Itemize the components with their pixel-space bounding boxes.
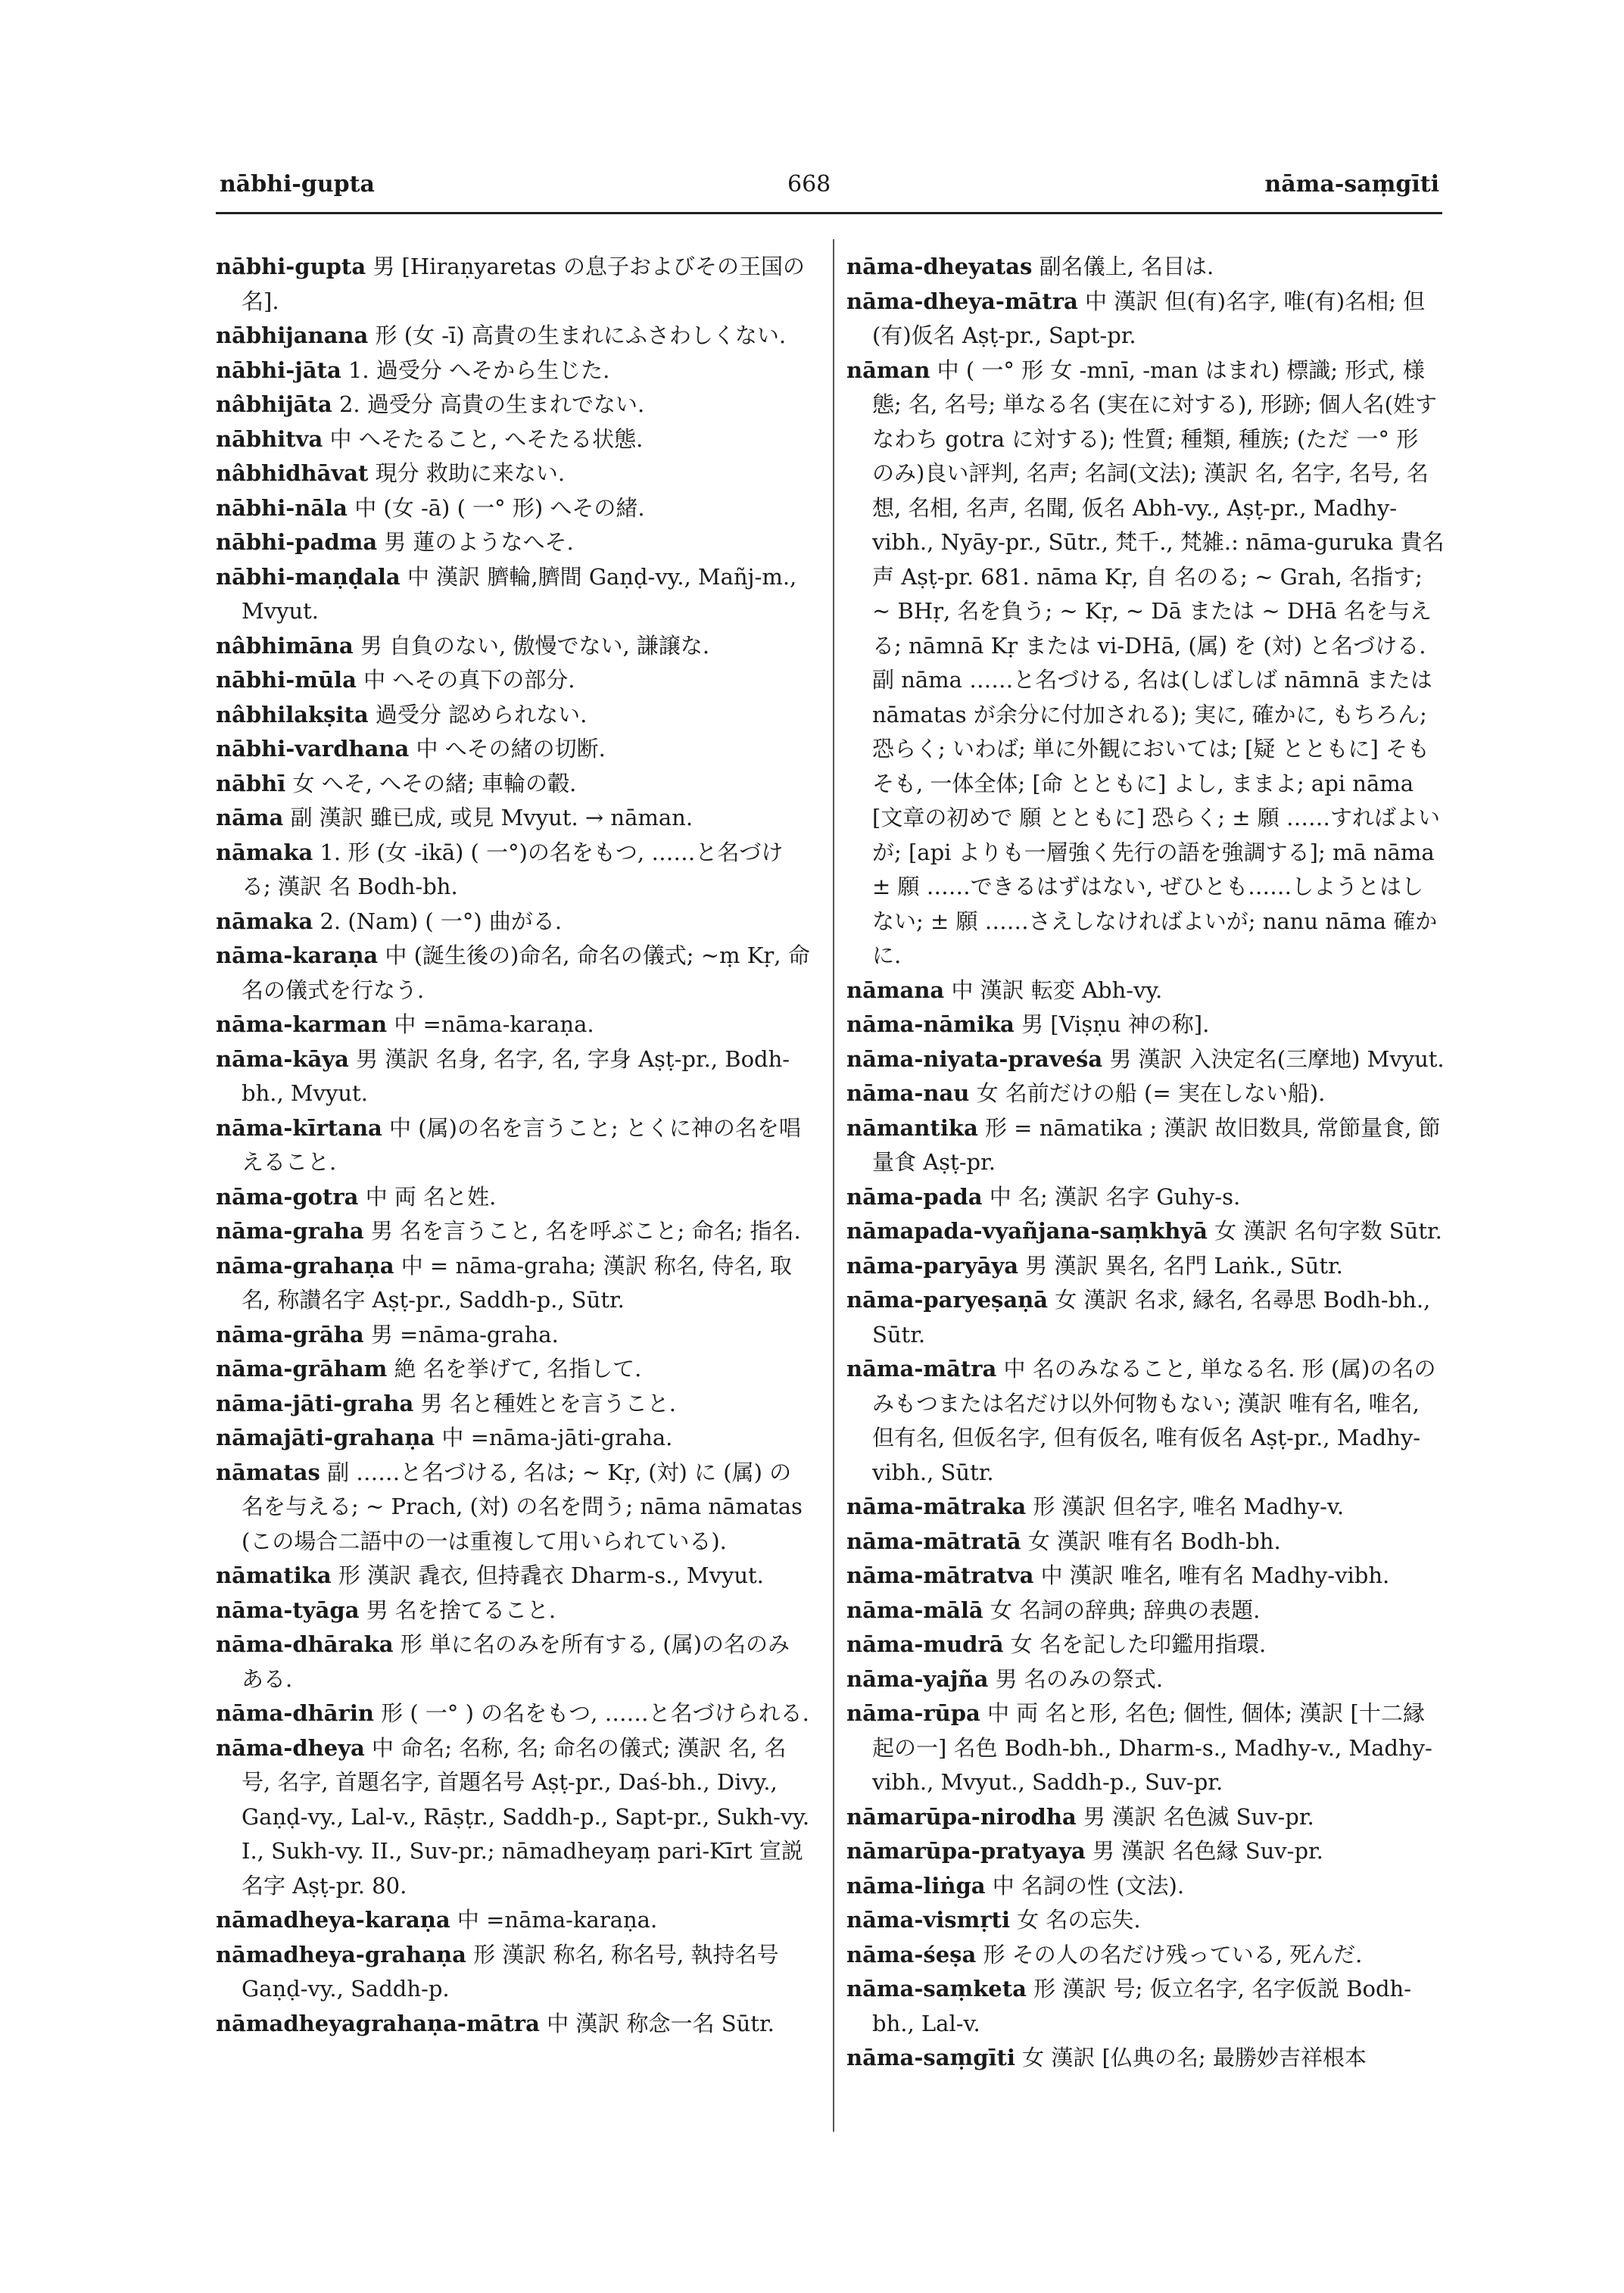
headword: nābhi-vardhana	[216, 736, 410, 762]
headword: nāma-graha	[216, 1218, 364, 1244]
headword: nāma-śeṣa	[846, 1941, 977, 1967]
headword: nāmarūpa-nirodha	[846, 1803, 1077, 1830]
dictionary-entry	[216, 1903, 810, 1938]
definition: 中 =nāma-jāti-graha.	[435, 1425, 673, 1450]
dictionary-entry	[846, 974, 1445, 1008]
dictionary-entry	[216, 1421, 810, 1456]
dictionary-entry	[846, 1076, 1445, 1111]
headword: nāmatika	[216, 1562, 332, 1588]
definition: 1. 形 (女 -ikā) ( 一°)の名をもつ, ……と名づける; 漢訳 名 Bodh-bh.	[242, 839, 784, 899]
headword: nābhijanana	[216, 322, 369, 348]
headword: nāma-nāmika	[846, 1011, 1015, 1037]
headword: nāmatas	[216, 1459, 320, 1485]
definition: 男 名のみの祭式.	[988, 1665, 1164, 1692]
headword: nāma-grahaṇa	[216, 1252, 394, 1279]
definition: 中 漢訳 称念一名 Sūtr.	[539, 2010, 775, 2036]
left-column	[216, 250, 810, 2041]
definition: 中 漢訳 臍輪,臍間 Gaṇḍ-vy., Mañj-m., Mvyut.	[242, 563, 797, 624]
dictionary-entry	[846, 1283, 1445, 1352]
headword: nāma-karaṇa	[216, 942, 379, 968]
dictionary-entry	[846, 250, 1445, 285]
definition: 男 名を捨てること.	[359, 1597, 556, 1623]
headword: nâbhilakṣita	[216, 701, 369, 727]
definition: 形 漢訳 但名字, 唯名 Madhy-v.	[1026, 1494, 1345, 1519]
definition: 形 漢訳 号; 仮立名字, 名字仮説 Bodh-bh., Lal-v.	[872, 1976, 1412, 2036]
dictionary-entry	[216, 1352, 810, 1387]
definition: 2. (Nam) ( 一°) 曲がる.	[313, 908, 563, 934]
headword: nābhi-gupta	[216, 254, 366, 279]
definition: 中 漢訳 唯名, 唯有名 Madhy-vibh.	[1033, 1562, 1390, 1588]
definition: 中 (誕生後の)命名, 命名の儀式; ~ṃ Kṛ, 命名の儀式を行なう.	[242, 942, 810, 1003]
definition: 男 漢訳 名色滅 Suv-pr.	[1076, 1803, 1314, 1830]
definition: 中 へその真下の部分.	[356, 667, 575, 693]
definition: 現分 救助に来ない.	[368, 460, 566, 486]
headword: nāmantika	[846, 1114, 978, 1141]
dictionary-entry	[846, 1008, 1445, 1042]
definition: 中 ( 一° 形 女 -mnī, -man はまれ) 標識; 形式, 様態; 名, 名号; 単なる名 (実在に対する), 形跡; 個人名(姓すなわち gotra に対する); 性質; 種類, 種族; (ただ 一° 形 のみ)良い評判, 名声; 名詞(文法); 漢訳 名, 名字, 名号, 名想, 名相, 名声, 名聞, 仮名 Abh-vy., Aṣṭ-pr., Madhy-vibh., Nyāy-pr., Sūtr., 梵千., 梵雑.: nāma-guruka 貴名声 Aṣṭ-pr. 681. nāma Kṛ, 自 名のる; ~ Grah, 名指す; ~ BHṛ, 名を負う; ~ Kṛ, ~ Dā または ~ DHā 名を与える; nāmnā Kṛ または vi-DHā, (属) を (対) と名づける. 副 nāma ……と名づける, 名は(しばしば nāmnā または nāmatas が余分に付加される); 実に, 確かに, もちろん; 恐らく; いわば; 単に外観においては; [疑 とともに] そもそも, 一体全体; [命 とともに] よし, ままよ; api nāma [文章の初めで 願 とともに] 恐らく; ± 願 ……すればよいが; [api よりも一層強く先行の語を強調する]; mā nāma ± 願 ……できるはずはない, ぜひとも……しようとはしない; ± 願 ……さえしなければよいが; nanu nāma 確かに.	[872, 357, 1445, 968]
dictionary-entry	[216, 767, 810, 802]
dictionary-entry	[216, 560, 810, 629]
dictionary-entry	[846, 1594, 1445, 1628]
definition: 女 漢訳 [仏典の名; 最勝妙吉祥根本	[1015, 2045, 1367, 2070]
headword: nāma-liṅga	[846, 1872, 986, 1899]
dictionary-entry	[846, 1869, 1445, 1904]
definition: 中 命名; 名称, 名; 命名の儀式; 漢訳 名, 名号, 名字, 首題名字, 首題名号 Aṣṭ-pr., Daś-bh., Divy., Gaṇḍ-vy., Lal-v., Rāṣṭr., Saddh-p., Sapt-pr., Sukh-vy. I., Sukh-vy. II., Suv-pr.; nāmadheyaṃ pari-Kīrt 宣説名字 Aṣṭ-pr. 80.	[242, 1734, 810, 1899]
dictionary-entry	[216, 491, 810, 526]
definition: 中 へそたること, へそたる状態.	[323, 425, 644, 452]
definition: 絶 名を挙げて, 名指して.	[387, 1356, 642, 1382]
headword: nāma-dheya-mātra	[846, 288, 1078, 314]
dictionary-entry	[846, 1214, 1445, 1249]
dictionary-entry	[216, 939, 810, 1008]
definition: 副 漢訳 雖已成, 或見 Mvyut. → nāman.	[283, 805, 694, 830]
dictionary-entry	[216, 698, 810, 733]
definition: 女 名詞の辞典; 辞典の表題.	[983, 1597, 1261, 1623]
definition: 形 ( 一° ) の名をもつ, ……と名づけられる.	[373, 1700, 809, 1726]
dictionary-entry	[216, 1249, 810, 1318]
headword: nāma-rūpa	[846, 1700, 980, 1726]
dictionary-entry	[846, 354, 1445, 974]
dictionary-entry	[846, 1352, 1445, 1490]
definition: 中 名詞の性 (文法).	[985, 1872, 1185, 1899]
definition: 男 漢訳 異名, 名門 Laṅk., Sūtr.	[1018, 1252, 1343, 1279]
dictionary-entry	[216, 2007, 810, 2042]
dictionary-entry	[216, 836, 810, 905]
headword: nâbhimāna	[216, 632, 354, 659]
dictionary-entry	[216, 250, 810, 319]
definition: 女 漢訳 名求, 縁名, 名尋思 Bodh-bh., Sūtr.	[872, 1287, 1431, 1347]
headword: nāma-paryāya	[846, 1252, 1019, 1279]
headword: nāma-kāya	[216, 1045, 349, 1072]
dictionary-entry	[846, 1972, 1445, 2041]
definition: 男 =nāma-graha.	[363, 1321, 559, 1347]
definition: 男 漢訳 入決定名(三摩地) Mvyut.	[1102, 1045, 1445, 1072]
headword: nāma-mātratā	[846, 1528, 1021, 1554]
headword: nāma-mālā	[846, 1597, 983, 1623]
headword: nāmana	[846, 977, 945, 1003]
headword: nāmarūpa-pratyaya	[846, 1838, 1086, 1864]
definition: 中 = nāma-graha; 漢訳 称名, 侍名, 取名, 称讃名字 Aṣṭ-pr., Saddh-p., Sūtr.	[242, 1252, 792, 1313]
dictionary-entry	[216, 801, 810, 836]
headword: nāma-paryeṣaṇā	[846, 1287, 1049, 1313]
dictionary-entry	[216, 1111, 810, 1180]
dictionary-entry	[846, 1696, 1445, 1800]
dictionary-entry	[846, 1490, 1445, 1525]
headword: nāma-saṃgīti	[846, 2045, 1015, 2070]
definition: 女 へそ, へその緒; 車輪の轂.	[285, 770, 577, 796]
dictionary-entry	[216, 319, 810, 354]
column-divider	[833, 239, 834, 2132]
definition: 副名儀上, 名目は.	[1032, 254, 1214, 279]
definition: 中 =nāma-karaṇa.	[387, 1011, 594, 1037]
headword: nābhi-mūla	[216, 667, 357, 693]
headword: nāmajāti-grahaṇa	[216, 1425, 435, 1450]
dictionary-entry	[216, 1628, 810, 1696]
dictionary-entry	[846, 1662, 1445, 1697]
headword: nāma-kīrtana	[216, 1114, 382, 1141]
dictionary-entry	[846, 1834, 1445, 1869]
definition: 男 [Hiraṇyaretas の息子およびその王国の名].	[242, 254, 806, 314]
headword: nāma-vismṛti	[846, 1907, 1010, 1933]
headword: nāma-nau	[846, 1080, 970, 1106]
headword: nāma-mātraka	[846, 1494, 1027, 1519]
headword: nāma-yajña	[846, 1665, 989, 1692]
headword: nāma-dhāraka	[216, 1631, 394, 1657]
headword: nāma-niyata-praveśa	[846, 1045, 1103, 1072]
definition: 中 (女 -ā) ( 一° 形) へその緒.	[347, 494, 645, 521]
dictionary-entry	[216, 629, 810, 664]
dictionary-entry	[846, 285, 1445, 354]
dictionary-entry	[216, 905, 810, 939]
header-rule	[216, 212, 1442, 214]
definition: 中 名; 漢訳 名字 Guhy-s.	[982, 1183, 1241, 1210]
definition: 男 漢訳 名身, 名字, 名, 字身 Aṣṭ-pr., Bodh-bh., Mvyut.	[242, 1045, 790, 1106]
dictionary-entry	[216, 1696, 810, 1731]
dictionary-entry	[216, 1938, 810, 2007]
dictionary-entry	[216, 1559, 810, 1594]
dictionary-entry	[216, 1008, 810, 1042]
headword: nāman	[846, 357, 930, 383]
headword: nāmadheyagrahaṇa-mātra	[216, 2010, 540, 2036]
definition: 過受分 認められない.	[368, 701, 588, 727]
definition: 形 漢訳 称名, 称名号, 執持名号 Gaṇḍ-vy., Saddh-p.	[242, 1941, 779, 2002]
dictionary-entry	[216, 1042, 810, 1111]
dictionary-entry	[216, 525, 810, 560]
dictionary-entry	[216, 1731, 810, 1904]
definition: 男 [Viṣṇu 神の称].	[1014, 1011, 1210, 1037]
headword: nāma-dheyatas	[846, 254, 1033, 279]
headword: nāma-tyāga	[216, 1597, 360, 1623]
definition: 中 漢訳 但(有)名字, 唯(有)名相; 但(有)仮名 Aṣṭ-pr., Sapt-pr.	[872, 288, 1426, 348]
definition: 女 名を記した印鑑用指環.	[1003, 1631, 1267, 1657]
definition: 形 (女 -ī) 高貴の生まれにふさわしくない.	[368, 322, 787, 348]
dictionary-entry	[216, 663, 810, 698]
definition: 女 名前だけの船 (= 実在しない船).	[969, 1080, 1326, 1106]
headword: nābhi-jāta	[216, 357, 341, 383]
dictionary-entry	[846, 1249, 1445, 1284]
running-head-left: nābhi-gupta	[220, 171, 375, 198]
headword: nāmaka	[216, 839, 313, 865]
definition: 形 漢訳 毳衣, 但持毳衣 Dharm-s., Mvyut.	[331, 1562, 764, 1588]
dictionary-entry	[846, 1628, 1445, 1662]
headword: nāmadheya-grahaṇa	[216, 1941, 466, 1967]
headword: nâbhidhāvat	[216, 460, 369, 486]
dictionary-entry	[216, 732, 810, 767]
headword: nāma-mātra	[846, 1356, 997, 1382]
definition: 中 (属)の名を言うこと; とくに神の名を唱えること.	[242, 1114, 801, 1175]
definition: 男 名と種姓とを言うこと.	[413, 1390, 676, 1416]
dictionary-entry	[216, 388, 810, 422]
headword: nābhi-padma	[216, 529, 378, 555]
dictionary-entry	[216, 1594, 810, 1628]
headword: nābhī	[216, 770, 286, 796]
dictionary-entry	[846, 2041, 1445, 2076]
headword: nāma-mātratva	[846, 1562, 1034, 1588]
definition: 女 名の忘失.	[1009, 1907, 1141, 1933]
dictionary-entry	[216, 456, 810, 491]
headword: nāma-saṃketa	[846, 1976, 1027, 2002]
definition: 副 ……と名づける, 名は; ~ Kṛ, (対) に (属) の名を与える; ~ Prach, (対) の名を問う; nāma nāmatas (この場合二語中の一は重複して用いられている).	[242, 1459, 803, 1554]
headword: nāmapada-vyañjana-saṃkhyā	[846, 1218, 1208, 1244]
definition: 中 両 名と形, 名色; 個性, 個体; 漢訳 [十二縁起の一] 名色 Bodh-bh., Dharm-s., Madhy-v., Madhy-vibh., Mvyut., Saddh-p., Suv-pr.	[872, 1700, 1432, 1795]
right-column	[846, 250, 1445, 2076]
dictionary-entry	[216, 1180, 810, 1215]
definition: 男 漢訳 名色縁 Suv-pr.	[1085, 1838, 1323, 1864]
headword: nāma-jāti-graha	[216, 1390, 414, 1416]
headword: nāma-grāha	[216, 1321, 364, 1347]
dictionary-entry	[846, 1180, 1445, 1215]
dictionary-entry	[846, 1903, 1445, 1938]
page-number: 668	[787, 171, 831, 198]
dictionary-entry	[216, 1318, 810, 1353]
headword: nāmadheya-karaṇa	[216, 1907, 450, 1933]
headword: nāma-karman	[216, 1011, 388, 1037]
headword: nāma-pada	[846, 1183, 983, 1210]
definition: 形 = nāmatika ; 漢訳 故旧数具, 常節量食, 節量食 Aṣṭ-pr.	[872, 1114, 1441, 1175]
headword: nāma-grāham	[216, 1356, 388, 1382]
dictionary-entry	[846, 1559, 1445, 1594]
dictionary-entry	[846, 1111, 1445, 1180]
dictionary-entry	[846, 1042, 1445, 1077]
headword: nāma-dheya	[216, 1734, 365, 1761]
dictionary-entry	[216, 1456, 810, 1559]
definition: 女 漢訳 名句字数 Sūtr.	[1207, 1218, 1442, 1244]
dictionary-entry	[216, 1387, 810, 1422]
definition: 中 両 名と姓.	[358, 1183, 497, 1210]
dictionary-entry	[216, 422, 810, 457]
definition: 中 へその緒の切断.	[409, 736, 606, 762]
definition: 女 漢訳 唯有名 Bodh-bh.	[1021, 1528, 1281, 1554]
definition: 形 単に名のみを所有する, (属)の名のみある.	[242, 1631, 790, 1692]
headword: nāma-gotra	[216, 1183, 359, 1210]
definition: 男 自負のない, 傲慢でない, 謙譲な.	[353, 632, 710, 659]
dictionary-entry	[846, 1525, 1445, 1559]
definition: 中 名のみなること, 単なる名. 形 (属)の名のみもつまたは名だけ以外何物もない; 漢訳 唯有名, 唯名, 但有名, 但仮名字, 但有仮名, 唯有仮名 Aṣṭ-pr., Madhy-vibh., Sūtr.	[872, 1356, 1436, 1485]
dictionary-entry	[216, 354, 810, 388]
headword: nâbhijāta	[216, 391, 332, 417]
dictionary-entry	[216, 1214, 810, 1249]
headword: nāmaka	[216, 908, 313, 934]
definition: 中 =nāma-karaṇa.	[450, 1907, 658, 1933]
definition: 男 名を言うこと, 名を呼ぶこと; 命名; 指名.	[363, 1218, 801, 1244]
dictionary-entry	[846, 1938, 1445, 1973]
definition: 男 蓮のようなへそ.	[377, 529, 574, 555]
definition: 1. 過受分 へそから生じた.	[341, 357, 610, 383]
headword: nābhi-maṇḍala	[216, 563, 401, 590]
headword: nāma-dhārin	[216, 1700, 374, 1726]
definition: 2. 過受分 高貴の生まれでない.	[332, 391, 645, 417]
headword: nābhi-nāla	[216, 494, 348, 521]
headword: nāma-mudrā	[846, 1631, 1004, 1657]
definition: 中 漢訳 転変 Abh-vy.	[944, 977, 1163, 1003]
running-head-right: nāma-saṃgīti	[1264, 171, 1439, 198]
definition: 形 その人の名だけ残っている, 死んだ.	[976, 1941, 1363, 1967]
headword: nābhitva	[216, 425, 323, 452]
dictionary-entry	[846, 1800, 1445, 1835]
headword: nāma	[216, 805, 284, 830]
